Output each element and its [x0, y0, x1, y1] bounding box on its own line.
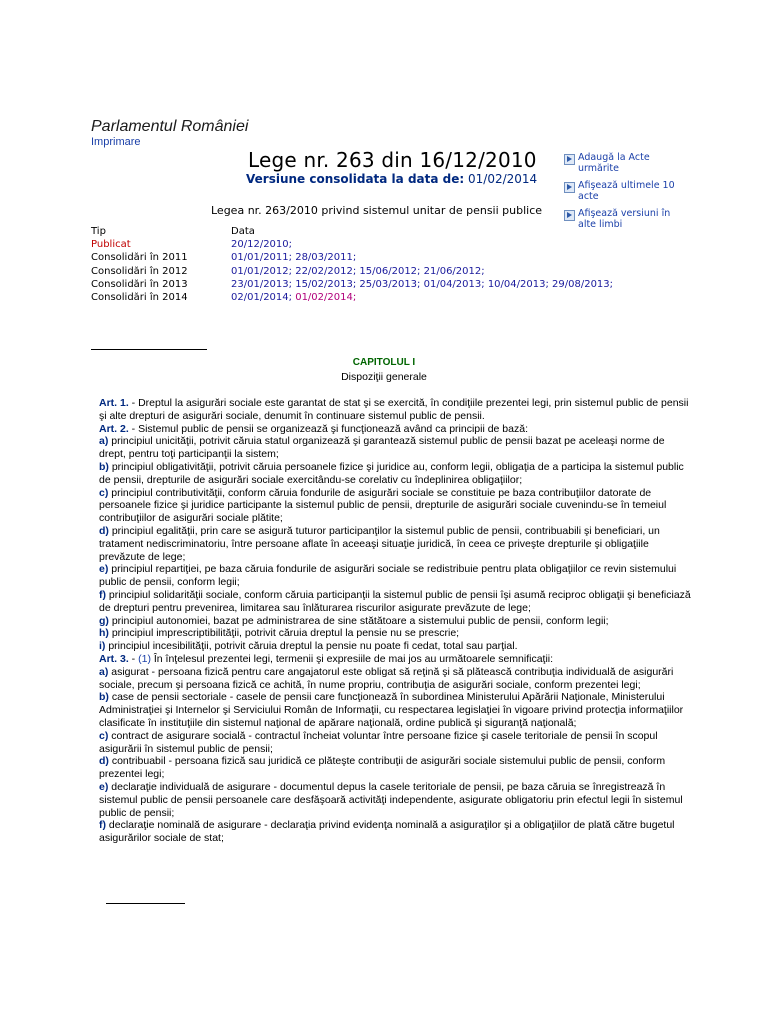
item-text: principiul obligativităţii, potrivit căruia persoanele fizice şi juridice au, conform legii, obligaţia de a participa la sistemul public de pensii, drepturile de asigurări sociale exercitându-se corelativ cu îndeplinirea obligaţiilor; [99, 460, 684, 486]
list-item [91, 781, 691, 819]
item-key: c) [99, 729, 109, 742]
date-link[interactable]: 21/06/2012; [423, 265, 485, 277]
item-text: contract de asigurare socială - contractul încheiat voluntar între persoane fizice şi casele teritoriale de pensii în scopul asigurării în sistemul public de pensii; [99, 729, 658, 755]
article-text: - Sistemul public de pensii se organizează şi funcţionează având ca principii de bază: [128, 422, 528, 435]
list-item [91, 691, 691, 729]
arrow-right-icon [564, 182, 575, 193]
version-date: 01/02/2014 [468, 172, 538, 186]
consolidation-table [91, 225, 613, 304]
item-text: principiul imprescriptibilităţii, potrivit căruia dreptul la pensie nu se prescrie; [108, 627, 460, 640]
arrow-right-icon [564, 210, 575, 221]
table-row [91, 238, 613, 251]
item-text: principiul egalităţii, prin care se asigură tuturor participanţilor la sistemul public de pensii, contribuabili şi beneficiari, un tratament nediscriminatoriu, între persoane aflate în aceeaşi situaţie juridică, în ceea ce priveşte drepturile şi obligaţiile prevăzute de lege; [99, 524, 660, 563]
item-text: declaraţie nominală de asigurare - declaraţia privind evidenţa nominală a asiguraţilor şi a obligaţiilor de plată către bugetul asigurărilor sociale de stat; [99, 819, 675, 845]
row-label: Consolidări în 2012 [91, 265, 188, 277]
date-link[interactable]: 01/04/2013; [423, 278, 485, 290]
side-links [564, 152, 684, 236]
article-1 [91, 397, 691, 423]
article-3: Art. 3. - (1) În înţelesul prezentei legi, termenii şi expresiile de mai jos au următoarele semnificaţii: [99, 652, 554, 665]
date-link[interactable]: 20/12/2010; [231, 239, 293, 251]
version-label: Versiune consolidata la data de: [246, 172, 465, 186]
list-item [91, 563, 691, 589]
date-link[interactable]: 25/03/2013; [359, 278, 421, 290]
item-key: e) [99, 563, 109, 576]
paragraph-number: (1) [138, 652, 151, 665]
list-item [91, 730, 691, 756]
side-link-label: Afişează ultimele 10 acte [578, 180, 675, 202]
col-type-header: Tip [91, 226, 106, 237]
list-item [91, 487, 691, 525]
date-link[interactable]: 15/02/2013; [295, 278, 357, 290]
item-text: principiul unicităţii, potrivit căruia statul organizează şi garantează sistemul public de pensii bazat pe aceleaşi norme de drept, pentru toţi participanţii la sistem; [99, 435, 665, 461]
item-key: h) [99, 627, 109, 640]
chapter-subtitle: Dispoziţii generale [341, 371, 427, 383]
item-text: principiul solidarităţii sociale, conform căruia participanţii la sistemul public de pensii îşi asumă reciproc obligaţii şi beneficiază de drepturi pentru prevenirea, limitarea sau înlăturarea riscurilor asigurate prevăzute de lege; [99, 588, 691, 614]
item-text: asigurat - persoana fizică pentru care angajatorul este obligat să reţină şi să plătească contribuţia individuală de asigurări sociale, precum şi persoana fizică ce achită, în nume propriu, contribuţia de asigurări sociale, conform prezentei legi; [99, 665, 674, 691]
article-label: Art. 2. [99, 422, 129, 435]
item-key: b) [99, 691, 109, 704]
date-link[interactable]: 01/01/2011; [231, 252, 293, 264]
item-key: d) [99, 755, 109, 768]
law-title: Lege nr. 263 din 16/12/2010 [248, 148, 537, 172]
version-line [246, 172, 537, 186]
footnote-divider [106, 903, 185, 904]
col-date-header: Data [231, 226, 255, 237]
item-key: f) [99, 819, 106, 832]
date-link[interactable]: 29/08/2013; [552, 278, 614, 290]
current-date-link[interactable]: 01/02/2014; [295, 292, 357, 304]
divider [91, 349, 207, 350]
date-link[interactable]: 02/01/2014; [231, 292, 293, 304]
list-item [91, 615, 691, 628]
item-text: principiul incesibilităţii, potrivit căruia dreptul la pensie nu poate fi cedat, total sau parţial. [105, 640, 518, 653]
list-item [91, 461, 691, 487]
date-link[interactable]: 15/06/2012; [359, 265, 421, 277]
table-row [91, 278, 613, 291]
date-link[interactable]: 01/01/2012; [231, 265, 293, 277]
date-link[interactable]: 10/04/2013; [487, 278, 549, 290]
show-last-10-link[interactable] [564, 180, 684, 202]
list-item [91, 435, 691, 461]
table-row [91, 291, 613, 304]
law-body [91, 397, 691, 845]
item-key: a) [99, 435, 109, 448]
item-key: g) [99, 614, 109, 627]
item-key: b) [99, 460, 109, 473]
list-item [91, 666, 691, 692]
item-text: case de pensii sectoriale - casele de pensii care funcţionează în subordinea Ministerului Apărării Naţionale, Ministerului Administraţiei şi Internelor şi Serviciului Român de Informaţii, cu respectarea legislaţiei în vigoare privind protecţia informaţiilor clasificate în instituţiile din sistemul naţional de apărare naţională, ordine publică şi siguranţă naţională; [99, 691, 684, 729]
list-item [91, 640, 691, 653]
row-label: Consolidări în 2014 [91, 292, 188, 304]
item-text: principiul repartiţiei, pe baza căruia fondurile de asigurări sociale se redistribuie pentru plata obligaţiilor ce revin sistemului public de pensii, conform legii; [99, 563, 677, 589]
item-key: i) [99, 640, 106, 653]
item-key: f) [99, 588, 106, 601]
item-key: a) [99, 665, 109, 678]
article-text: În înţelesul prezentei legi, termenii şi expresiile de mai jos au următoarele semnificaţii: [150, 652, 554, 665]
table-header [91, 225, 613, 238]
parliament-title: Parlamentul României [91, 118, 249, 135]
item-text: contribuabil - persoana fizică sau juridică ce plăteşte contribuţii de asigurări sociale sistemului public de pensii, conform prezentei legi; [99, 755, 666, 781]
date-link[interactable]: 22/02/2012; [295, 265, 357, 277]
side-link-label: Afişează versiuni în alte limbi [578, 208, 671, 230]
item-text: principiul autonomiei, bazat pe administrarea de sine stătătoare a sistemului public de pensii, conform legii; [108, 614, 609, 627]
item-text: principiul contributivităţii, conform căruia fondurile de asigurări sociale se constituie pe baza contribuţiilor datorate de persoanele fizice şi juridice participante la sistemul public de pensii, drepturile de asigurări sociale cuvenindu-se în temeiul contribuţiilor de asigurări sociale plătite; [99, 486, 667, 525]
arrow-right-icon [564, 154, 575, 165]
add-to-followed-link[interactable] [564, 152, 684, 174]
table-row [91, 265, 613, 278]
row-label: Publicat [91, 239, 131, 251]
article-label: Art. 3. [99, 652, 129, 665]
item-key: d) [99, 524, 109, 537]
table-row [91, 251, 613, 264]
law-description: Legea nr. 263/2010 privind sistemul unitar de pensii publice [211, 204, 543, 217]
row-label: Consolidări în 2011 [91, 252, 188, 264]
article-2 [91, 423, 691, 436]
chapter-title: CAPITOLUL I [352, 357, 416, 368]
list-item [91, 525, 691, 563]
item-key: c) [99, 486, 109, 499]
print-link[interactable]: Imprimare [91, 136, 141, 148]
list-item [91, 819, 691, 845]
row-label: Consolidări în 2013 [91, 278, 188, 290]
list-item [91, 627, 691, 640]
date-link[interactable]: 23/01/2013; [231, 278, 293, 290]
article-label: Art. 1. [99, 397, 129, 409]
list-item [91, 755, 691, 781]
item-text: declaraţie individuală de asigurare - documentul depus la casele teritoriale de pensii, pe baza căruia se înregistrează în sistemul public de pensii persoanele care desfăşoară activităţi independente, asigurate obligatoriu prin efectul legii în sistemul public de pensii; [99, 780, 683, 819]
side-link-label: Adaugă la Acte urmărite [578, 152, 650, 174]
date-link[interactable]: 28/03/2011; [295, 252, 357, 264]
list-item [91, 589, 691, 615]
item-key: e) [99, 780, 109, 793]
article-text: - Dreptul la asigurări sociale este garantat de stat şi se exercită, în condiţiile prezentei legi, prin sistemul public de pensii şi alte drepturi de asigurări sociale, denumit în continuare sistemul public de pensii. [99, 397, 689, 422]
